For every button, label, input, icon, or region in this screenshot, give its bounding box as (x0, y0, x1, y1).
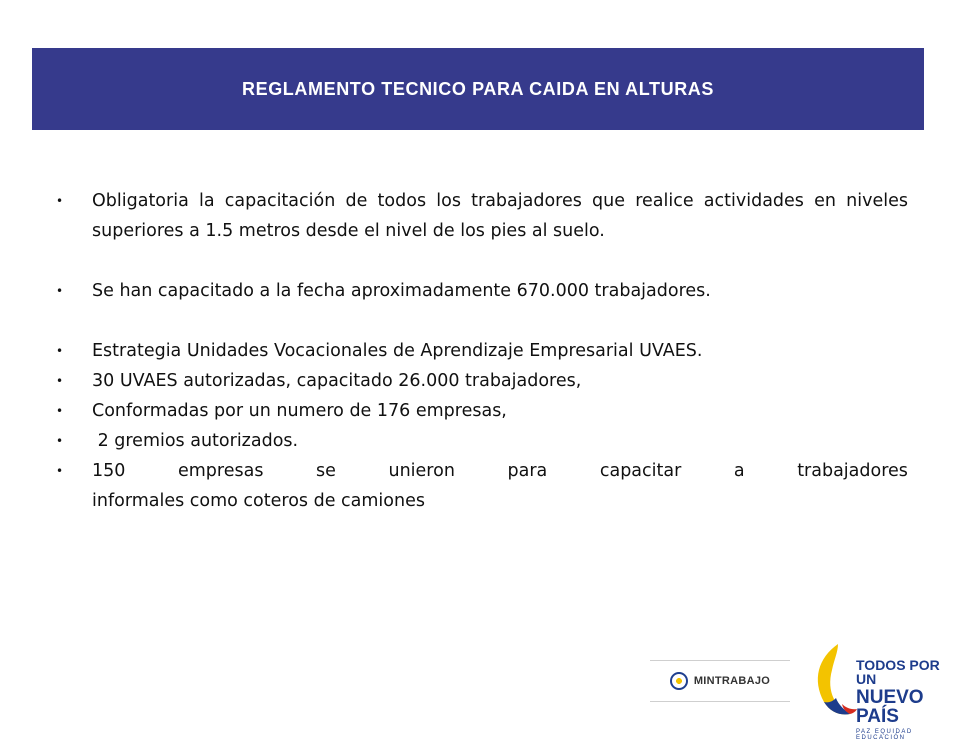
list-item-text: Se han capacitado a la fecha aproximadamente 670.000 trabajadores. (92, 281, 711, 301)
list-item (52, 426, 908, 456)
page-title: REGLAMENTO TECNICO PARA CAIDA EN ALTURAS (242, 78, 714, 99)
bullet-icon: • (56, 434, 64, 448)
list-item (52, 456, 908, 516)
bullet-icon: • (56, 464, 64, 478)
bullet-icon: • (56, 374, 64, 388)
list-item-text (92, 456, 908, 516)
word: 150 (92, 461, 126, 481)
list-item (52, 336, 908, 366)
todos-logo-text (856, 658, 960, 741)
list-item (52, 276, 908, 306)
word: para (507, 461, 548, 481)
word: empresas (177, 461, 264, 481)
list-item (52, 396, 908, 426)
bullet-icon: • (56, 404, 64, 418)
word: capacitar (599, 461, 682, 481)
colombia-seal-icon (670, 672, 688, 690)
todos-line1: TODOS POR UN (856, 657, 940, 687)
todos-por-un-nuevo-pais-logo (810, 640, 960, 741)
list-item-text: Obligatoria la capacitación de todos los trabajadores que realice actividades en niveles superiores a 1.5 metros desde el nivel de los pies al suelo. (92, 191, 908, 241)
mintrabajo-label: MINTRABAJO (693, 675, 771, 687)
mintrabajo-logo (650, 660, 790, 702)
list-item-text: 30 UVAES autorizadas, capacitado 26.000 trabajadores, (92, 371, 582, 391)
flag-swoosh-icon (810, 640, 858, 720)
list-item (52, 366, 908, 396)
list-item-continuation: informales como coteros de camiones (92, 491, 425, 511)
list-item-text: Conformadas por un numero de 176 empresas, (92, 401, 507, 421)
bullet-icon: • (56, 284, 64, 298)
bullet-list (52, 186, 908, 516)
word: se (316, 461, 336, 481)
word: unieron (388, 461, 455, 481)
word: trabajadores (797, 461, 908, 481)
list-item-text: Estrategia Unidades Vocacionales de Aprendizaje Empresarial UVAES. (92, 341, 703, 361)
bullet-icon: • (56, 344, 64, 358)
todos-tagline: PAZ EQUIDAD EDUCACIÓN (856, 729, 913, 741)
list-item-first-line (92, 456, 908, 486)
list-item (52, 186, 908, 246)
title-banner (32, 48, 924, 130)
footer-logos (650, 636, 960, 741)
bullet-icon: • (56, 194, 64, 208)
todos-line2: NUEVO PAÍS (856, 687, 924, 727)
list-item-text: 2 gremios autorizados. (92, 431, 299, 451)
word: a (733, 461, 745, 481)
